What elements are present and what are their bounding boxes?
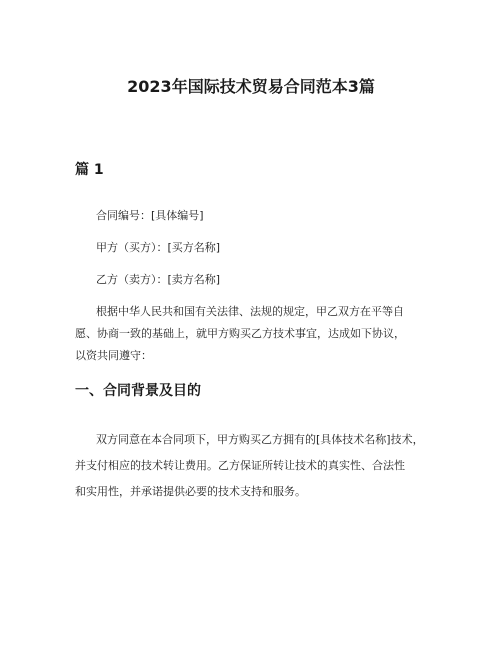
section-1-line-1: 双方同意在本合同项下，甲方购买乙方拥有的[具体技术名称]技术， (96, 433, 424, 446)
section-1-line-3: 和实用性，并承诺提供必要的技术支持和服务。 (75, 485, 306, 498)
document-title: 2023年国际技术贸易合同范本3篇 (127, 77, 375, 96)
preamble-line-2: 愿、协商一致的基础上，就甲方购买乙方技术事宜，达成如下协议， (75, 327, 405, 340)
preamble-line-3: 以资共同遵守： (75, 349, 152, 362)
party-a-line: 甲方（买方）：[买方名称] (96, 241, 221, 254)
party-b-line: 乙方（卖方）：[卖方名称] (96, 273, 221, 286)
contract-number-line: 合同编号：[具体编号] (96, 209, 204, 222)
section-1-heading: 一、合同背景及目的 (75, 383, 201, 399)
preamble-line-1: 根据中华人民共和国有关法律、法规的规定，甲乙双方在平等自 (96, 305, 404, 318)
part-heading: 篇 1 (75, 162, 104, 178)
section-1-line-2: 并支付相应的技术转让费用。乙方保证所转让技术的真实性、合法性 (75, 459, 405, 472)
